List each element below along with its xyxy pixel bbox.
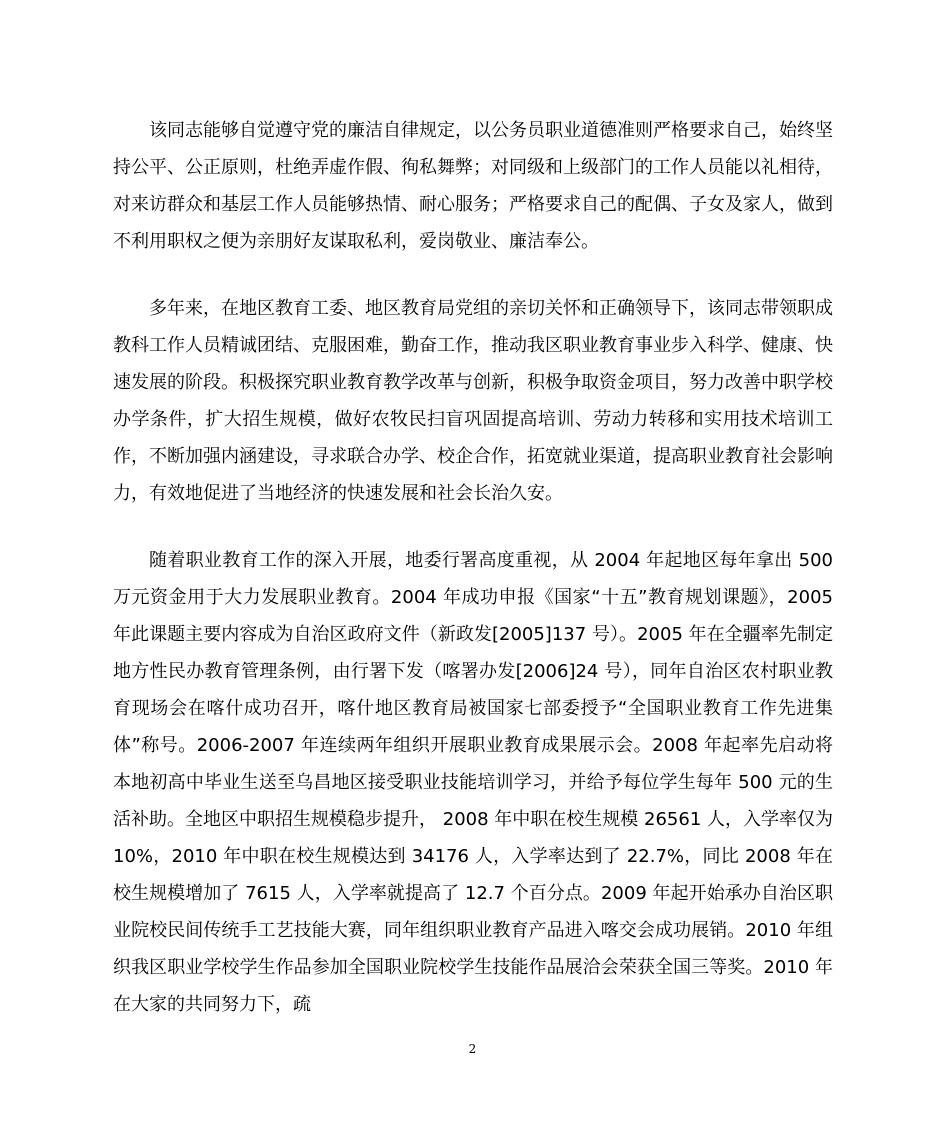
paragraph-integrity: 该同志能够自觉遵守党的廉洁自律规定，以公务员职业道德准则严格要求自己，始终坚持公平、公正原则，杜绝弄虚作假、徇私舞弊；对同级和上级部门的工作人员能以礼相待，对来访群众和基层工作人员能够热情、耐心服务；严格要求自己的配偶、子女及家人，做到不利用职权之便为亲朋好友谋取私利，爱岗敬业、廉洁奉公。 (113, 120, 833, 252)
page-number: 2 (468, 1042, 477, 1056)
paragraph-leadership: 多年来，在地区教育工委、地区教育局党组的亲切关怀和正确领导下，该同志带领职成教科工作人员精诚团结、克服困难，勤奋工作，推动我区职业教育事业步入科学、健康、快速发展的阶段。积极探究职业教育教学改革与创新，积极争取资金项目，努力改善中职学校办学条件，扩大招生规模，做好农牧民扫盲巩固提高培训、劳动力转移和实用技术培训工作，不断加强内涵建设，寻求联合办学、校企合作，拓宽就业渠道，提高职业教育社会影响力，有效地促进了当地经济的快速发展和社会长治久安。 (113, 298, 833, 504)
paragraph-achievements: 随着职业教育工作的深入开展，地委行署高度重视，从 2004 年起地区每年拿出 500 万元资金用于大力发展职业教育。2004 年成功申报《国家“十五”教育规划课题》，2005 年此课题主要内容成为自治区政府文件（新政发[2005]137 号）。2005 年在全疆率先制定地方性民办教育管理条例，由行署下发（喀署办发[2006]24 号），同年自治区农村职业教育现场会在喀什成功召开，喀什地区教育局被国家七部委授予“全国职业教育工作先进集体”称号。2006-2007 年连续两年组织开展职业教育成果展示会。2008 年起率先启动将本地初高中毕业生送至乌昌地区接受职业技能培训学习，并给予每位学生每年 500 元的生活补助。全地区中职招生规模稳步提升， 2008 年中职在校生规模 26561 人，入学率仅为 10%，2010 年中职在校生规模达到 34176 人，入学率达到了 22.7%，同比 2008 年在校生规模增加了 7615 人，入学率就提高了 12.7 个百分点。2009 年起开始承办自治区职业院校民间传统手工艺技能大赛，同年组织职业教育产品进入喀交会成功展销。2010 年组织我区职业学校学生作品参加全国职业院校学生技能作品展洽会荣获全国三等奖。2010 年在大家的共同努力下，疏 (113, 550, 833, 1015)
document-body (113, 112, 833, 1023)
